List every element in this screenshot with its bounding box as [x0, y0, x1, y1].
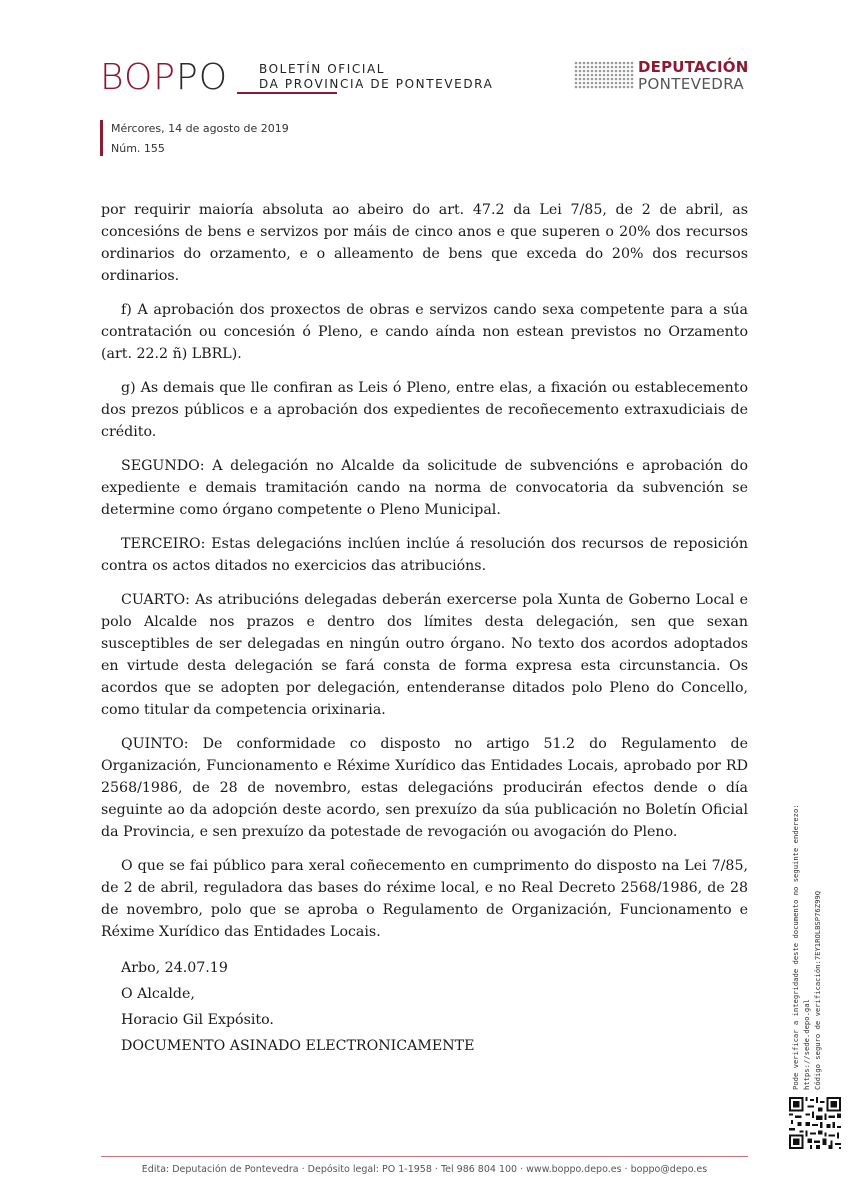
paragraph: QUINTO: De conformidade co disposto no artigo 51.2 do Regulamento de Organización, Funcionamento e Réxime Xurídico das Entidades Locais, aprobado por RD 2568/1986, de 28 de novembro, estas delegacións producirán efectos dende o día seguinte ao da adopción deste acordo, sen prexuízo da súa publicación no Boletín Oficial da Provincia, e sen prexuízo da potestade de revogación ou avogación do Pleno.: [101, 736, 748, 840]
bulletin-title: [259, 62, 493, 92]
paragraph: g) As demais que lle confiran as Leis ó Pleno, entre elas, a fixación ou establecemento dos prezos públicos e a aprobación dos expedientes de recoñecemento extraxudiciais de crédito.: [101, 380, 748, 440]
verification-line1: Pode verificar a integridade deste documento no seguinte enderezo:: [791, 804, 800, 1090]
paragraph: O que se fai público para xeral coñecemento en cumprimento do disposto na Lei 7/85, de 2 de abril, reguladora das bases do réxime local, e no Real Decreto 2568/1986, de 28 de novembro, polo que se aproba o Regulamento de Organización, Funcionamento e Réxime Xurídico das Entidades Locais.: [101, 858, 748, 940]
verification-url[interactable]: https://sede.depo.gal: [802, 999, 811, 1090]
signature-role: O Alcalde,: [121, 986, 195, 1002]
paragraph: por requirir maioría absoluta ao abeiro do art. 47.2 da Lei 7/85, de 2 de abril, as concesións de bens e servizos por máis de cinco anos e que superen o 20% dos recursos ordinarios do orzamento, e o alleamento de bens que exceda do 20% dos recursos ordinarios.: [101, 202, 748, 284]
bulletin-title-line1: BOLETÍN OFICIAL: [259, 62, 386, 76]
issue-number: Núm. 155: [111, 142, 165, 155]
footer-text: Edita: Deputación de Pontevedra · Depósito legal: PO 1-1958 · Tel 986 804 100 · www.boppo.depo.es · boppo@depo.es: [141, 1164, 708, 1175]
issue-date: Mércores, 14 de agosto de 2019: [111, 122, 289, 135]
paragraph: f) A aprobación dos proxectos de obras e servizos cando sexa competente para a súa contratación ou concesión ó Pleno, e cando aínda non estean previstos no Orzamento (art. 22.2 ñ) LBRL).: [101, 302, 748, 362]
deputacion-dots-icon: [574, 60, 634, 92]
signature-note: DOCUMENTO ASINADO ELECTRONICAMENTE: [121, 1038, 475, 1054]
verification-text: [790, 745, 823, 1090]
qr-code-icon[interactable]: [789, 1097, 841, 1149]
paragraph: SEGUNDO: A delegación no Alcalde da solicitude de subvencións e aprobación do expediente e demais tramitación cando na norma de convocatoria da subvención se determine como órgano competente o Pleno Municipal.: [101, 458, 748, 518]
signature-place-date: Arbo, 24.07.19: [121, 960, 228, 976]
document-body: [101, 199, 748, 1059]
footer-divider: [101, 1156, 748, 1157]
issue-info-bar: [100, 120, 103, 156]
deputacion-title: DEPUTACIÓN: [638, 58, 749, 76]
verification-code: Código seguro de verificación:7EY1ROLBSP76Z99Q: [813, 890, 822, 1090]
bulletin-title-line2: DA PROVINCIA DE PONTEVEDRA: [259, 77, 494, 91]
logo-wordmark: BOPPO: [100, 57, 229, 98]
paragraph: TERCEIRO: Estas delegacións inclúen inclúe á resolución dos recursos de reposición contra os actos ditados no exercicios das atribucións.: [101, 536, 748, 574]
signature-block: [101, 955, 748, 1059]
signature-name: Horacio Gil Expósito.: [121, 1012, 274, 1028]
logo-underline: [237, 92, 337, 94]
paragraph: CUARTO: As atribucións delegadas deberán exercerse pola Xunta de Goberno Local e polo Alcalde nos prazos e dentro dos límites desta delegación, sen que sexan susceptibles de ser delegadas en ningún outro órgano. No texto dos acordos adoptados en virtude desta delegación se fará consta de forma expresa esta circunstancia. Os acordos que se adopten por delegación, entenderanse ditados polo Pleno do Concello, como titular da competencia orixinaria.: [101, 592, 748, 718]
deputacion-subtitle: PONTEVEDRA: [638, 75, 745, 93]
